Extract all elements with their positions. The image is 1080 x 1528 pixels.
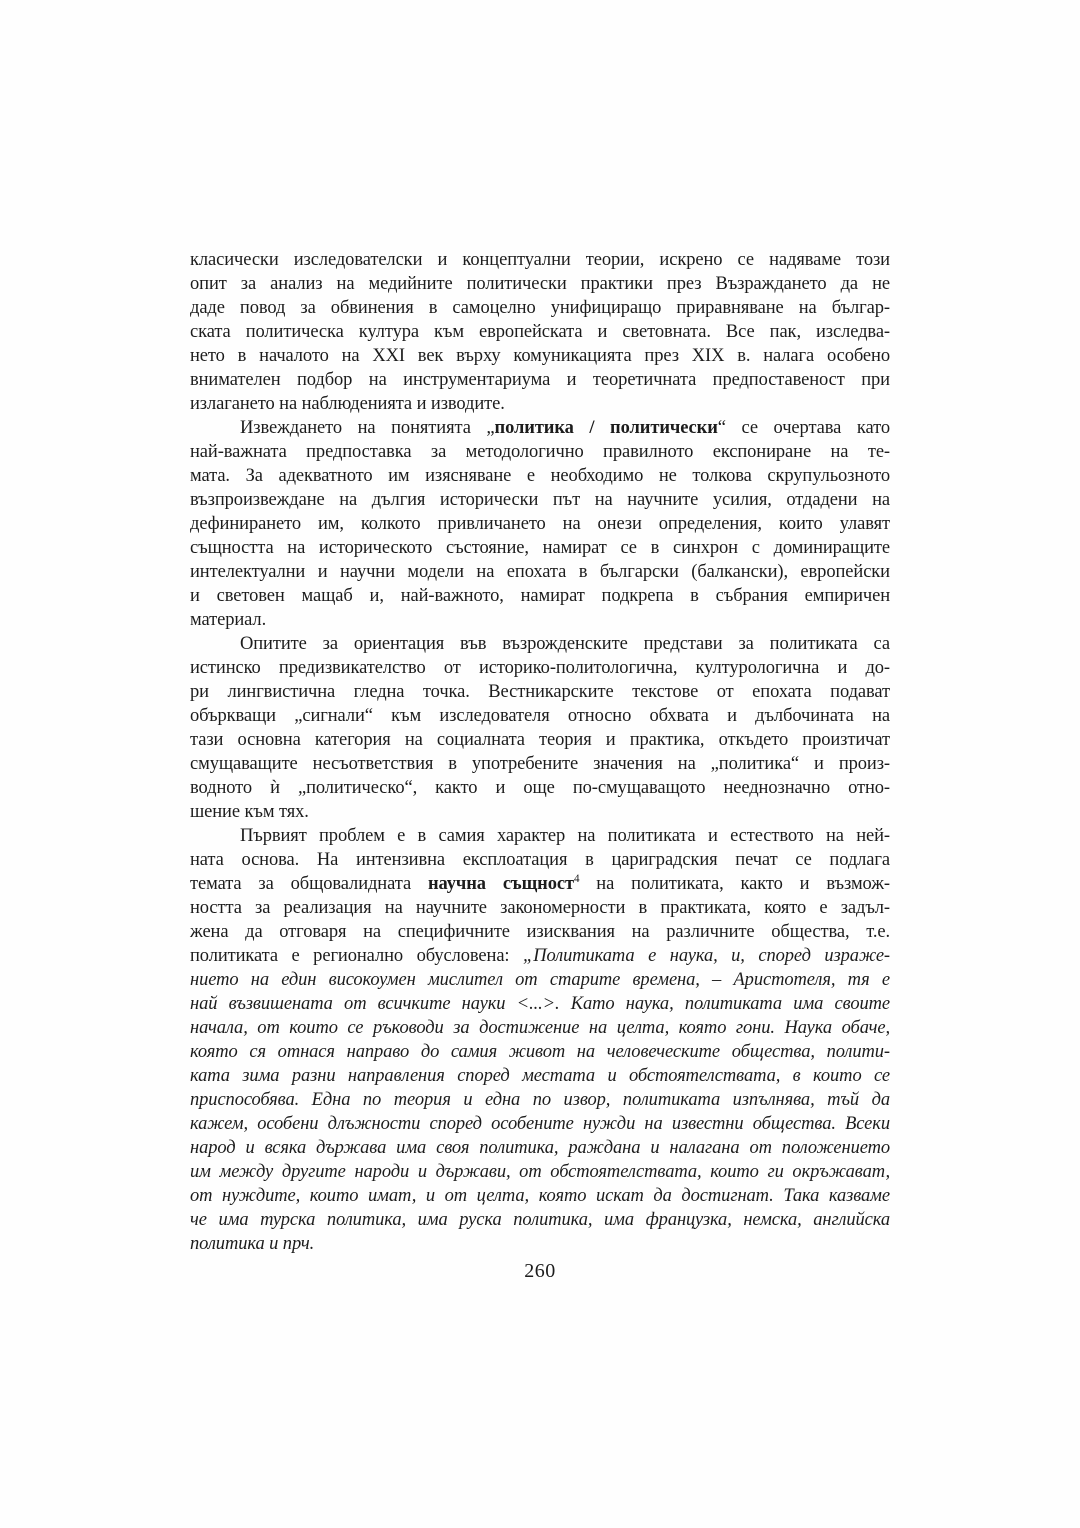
text-segment: ската политическа култура към европейската и световната. Все пак, изследва- [190, 322, 890, 342]
text-line [190, 896, 890, 920]
text-line [190, 248, 890, 272]
text-line [190, 824, 890, 848]
text-segment: класически изследователски и концептуални теории, искрено се надяваме този [190, 250, 890, 270]
text-line [190, 776, 890, 800]
paragraph [190, 824, 890, 1256]
text-line [190, 512, 890, 536]
text-segment: жена да отговаря на специфичните изисквания на различните общества, т.е. [190, 922, 890, 942]
text-segment: нието на един високоумен мислител от старите времена, – Аристотеля, тя е [190, 970, 890, 990]
text-segment: на политиката, както и възмож- [579, 874, 890, 894]
text-line [190, 488, 890, 512]
text-line [190, 1160, 890, 1184]
text-line [190, 752, 890, 776]
text-line [190, 344, 890, 368]
text-segment: излагането на наблюденията и изводите. [190, 394, 505, 414]
text-line [190, 1184, 890, 1208]
text-line [190, 272, 890, 296]
text-segment: ната основа. На интензивна експлоатация в цариградския печат се подлага [190, 850, 890, 870]
text-line [190, 1064, 890, 1088]
text-line [190, 296, 890, 320]
text-segment: приспособява. Една по теория и една по извор, политиката изпълнява, тъй да [190, 1090, 890, 1110]
text-line [190, 968, 890, 992]
text-line [190, 1040, 890, 1064]
text-line [190, 416, 890, 440]
text-line [190, 584, 890, 608]
text-line [190, 608, 890, 632]
text-segment: опит за анализ на медийните политически практики през Възраждането да не [190, 274, 890, 294]
text-line [190, 656, 890, 680]
paragraph [190, 248, 890, 416]
paragraph [190, 632, 890, 824]
text-segment: им между другите народи и държави, от обстоятелствата, които ги окръжават, [190, 1162, 890, 1182]
text-segment: мата. За адекватното им изясняване е необходимо не толкова скрупульозното [190, 466, 890, 486]
text-line [190, 1136, 890, 1160]
text-line [190, 392, 890, 416]
text-line [190, 368, 890, 392]
text-segment: нето в началото на XXI век върху комуникацията през XIX в. налага особено [190, 346, 890, 366]
text-segment: интелектуални и научни модели на епохата в български (балкански), европейски [190, 562, 890, 582]
text-segment: която ся отнася направо до самия живот на человеческите общества, полити- [190, 1042, 890, 1062]
text-segment: че има турска политика, има руска политика, има французка, немска, английска [190, 1210, 890, 1230]
text-segment: Извеждането на понятията „ [240, 418, 495, 438]
text-line [190, 1088, 890, 1112]
text-segment: “ се очертава като [717, 418, 891, 438]
text-segment: научна същност [427, 874, 574, 894]
text-segment: смущаващите несъответствия в употребените значения на „политика“ и произ- [190, 754, 890, 774]
text-line [190, 464, 890, 488]
text-line [190, 560, 890, 584]
text-segment: ри лингвистична гледна точка. Вестникарските текстове от епохата подават [190, 682, 890, 702]
text-line [190, 944, 890, 968]
text-line [190, 704, 890, 728]
text-segment: внимателен подбор на инструментариума и теоретичната предпоставеност при [190, 370, 890, 390]
text-segment: и световен мащаб и, най-важното, намират подкрепа в събрания емпиричен [190, 586, 890, 606]
text-segment: от нуждите, които имат, и от целта, която искат да достигнат. Така казваме [190, 1186, 890, 1206]
text-line [190, 1016, 890, 1040]
paragraph [190, 416, 890, 632]
text-line [190, 536, 890, 560]
text-segment: Първият проблем е в самия характер на политиката и естеството на ней- [240, 826, 890, 846]
text-line [190, 848, 890, 872]
footnote-marker: 4 [573, 872, 580, 885]
text-segment: начала, от които се ръководи за достижение на целта, която гони. Наука обаче, [190, 1018, 890, 1038]
text-block [190, 248, 890, 1256]
text-segment: дефинирането им, колкото привличането на онези определения, които улавят [190, 514, 890, 534]
text-segment: даде повод за обвинения в самоцелно унифициращо приравняване на българ- [190, 298, 890, 318]
text-segment: най-важната предпоставка за методологично правилното експониране на те- [190, 442, 890, 462]
text-segment: темата за общовалидната [190, 874, 428, 894]
text-segment: тази основна категория на социалната теория и практика, откъдето произтичат [190, 730, 890, 750]
text-line [190, 1208, 890, 1232]
page-number: 260 [524, 1260, 556, 1282]
text-line [190, 1232, 890, 1256]
text-segment: политика / политически [494, 418, 718, 438]
text-segment: народ и всяка държава има своя политика, раждана и налагана от положението [190, 1138, 890, 1158]
text-segment: ката зима разни направления според местата и обстоятелствата, в които се [190, 1066, 890, 1086]
text-line [190, 680, 890, 704]
text-segment: истинско предизвикателство от историко-политологична, културологична и до- [190, 658, 890, 678]
text-segment: възпроизвеждане на дългия исторически път на научните усилия, отдадени на [190, 490, 890, 510]
text-line [190, 440, 890, 464]
text-segment: най възвишената от всичките науки <...>. Като наука, политиката има своите [190, 994, 890, 1014]
text-segment: шение към тях. [190, 802, 309, 822]
text-line [190, 992, 890, 1016]
text-line [190, 920, 890, 944]
text-segment: политиката е регионално обусловена: [190, 946, 524, 966]
text-line [190, 872, 890, 896]
text-segment: същността на историческото състояние, намират се в синхрон с доминиращите [190, 538, 890, 558]
text-line [190, 1112, 890, 1136]
text-segment: материал. [190, 610, 267, 630]
text-segment: водното ѝ „политическо“, както и още по-смущаващото нееднозначно отно- [190, 778, 890, 798]
text-segment: „Политиката е наука, и, според израже- [523, 946, 890, 966]
text-segment: ността за реализация на научните закономерности в практиката, която е задъл- [190, 898, 890, 918]
text-segment: политика и прч. [190, 1234, 315, 1254]
text-line [190, 728, 890, 752]
text-line [190, 320, 890, 344]
text-line [190, 800, 890, 824]
text-segment: кажем, особени длъжности според особените нужди на известни общества. Всеки [190, 1114, 890, 1134]
text-segment: Опитите за ориентация във възрожденските представи за политиката са [240, 634, 890, 654]
text-segment: объркващи „сигнали“ към изследователя относно обхвата и дълбочината на [190, 706, 890, 726]
text-line [190, 632, 890, 656]
